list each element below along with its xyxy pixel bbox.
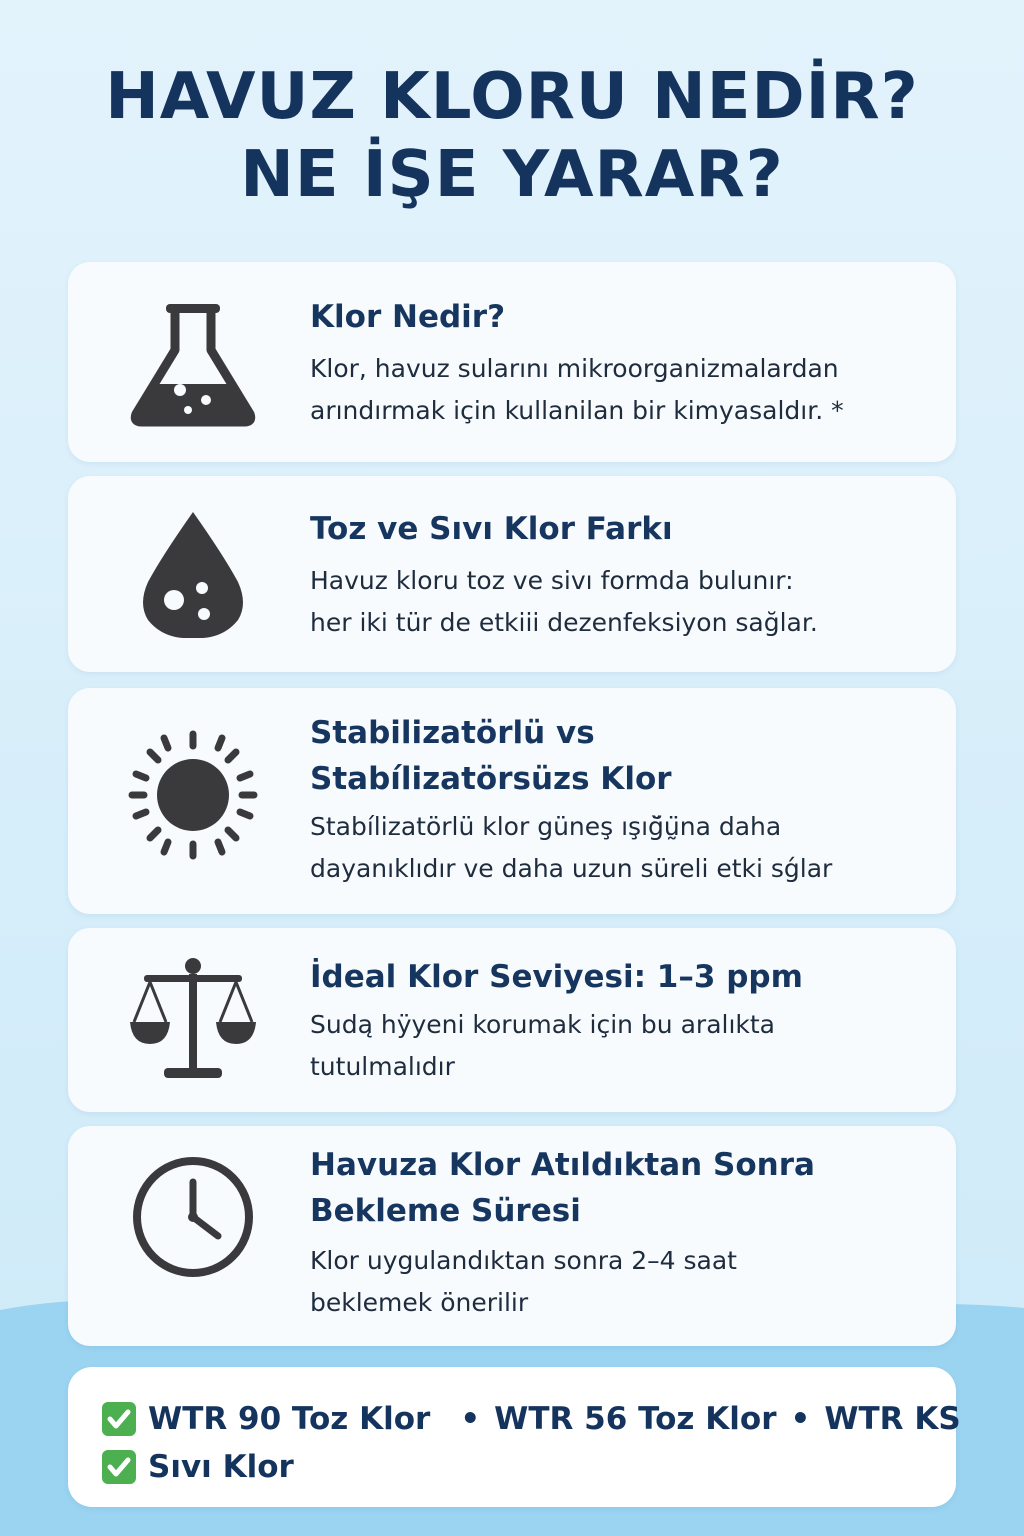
card-description: Sudą hÿyeni korumak için bu aralıkta tutulmalıdır [310,1010,776,1081]
clock-icon [128,1152,258,1282]
card-description: Stabílizatörlü klor güneş ışığ̆ṵ̈na daha dayanıklıdır ve daha uzun süreli etki sǵlar [310,812,833,883]
page-title-line1: HAVUZ KLORU NEDİR? [105,60,919,134]
card-title: Havuza Klor Atıldıktan Sonra Bekleme Süresi [310,1147,815,1229]
product-list [68,1367,961,1507]
card-description: Havuz kloru toz ve sivı formda bulunır: her iki tür de etkiii dezenfeksiyon sağlar. [310,566,818,637]
scale-icon [128,956,258,1086]
page-title [0,58,1024,214]
card-description: Klor, havuz sularını mikroorganizmalardan arındırmak için kullanilan bir kimyasaldır. * [310,354,844,425]
product-wtr-ks: WTR KS [824,1401,961,1437]
product-sivi-klor: Sıvı Klor [148,1449,294,1485]
page-title-line2: NE İŞE YARAR? [240,138,784,212]
droplet-icon [128,508,258,638]
product-wtr-56: WTR 56 Toz Klor [494,1401,777,1437]
bullet-separator: • [790,1401,811,1437]
card-title: Stabilizatörlü vs Stabílizatörsüzs Klor [310,715,672,797]
card-ideal-seviye [68,928,956,1112]
check-mark-icon [102,1402,136,1436]
product-row-1 [102,1395,961,1443]
product-wtr-90: WTR 90 Toz Klor [148,1401,431,1437]
sun-icon [128,730,258,860]
bullet-separator: • [460,1401,481,1437]
card-toz-sivi [68,476,956,672]
card-bekleme-suresi [68,1126,956,1346]
card-title: Klor Nedir? [310,299,506,335]
card-title: İdeal Klor Seviyesi: 1–3 ppm [310,959,803,995]
product-row-2 [102,1443,294,1491]
card-description: Klor uygulandıktan sonra 2–4 saat beklemek önerilir [310,1246,737,1317]
check-mark-icon [102,1450,136,1484]
card-stabilizator [68,688,956,914]
card-title: Toz ve Sıvı Klor Farkı [310,511,673,547]
card-klor-nedir [68,262,956,462]
flask-icon [128,298,258,428]
